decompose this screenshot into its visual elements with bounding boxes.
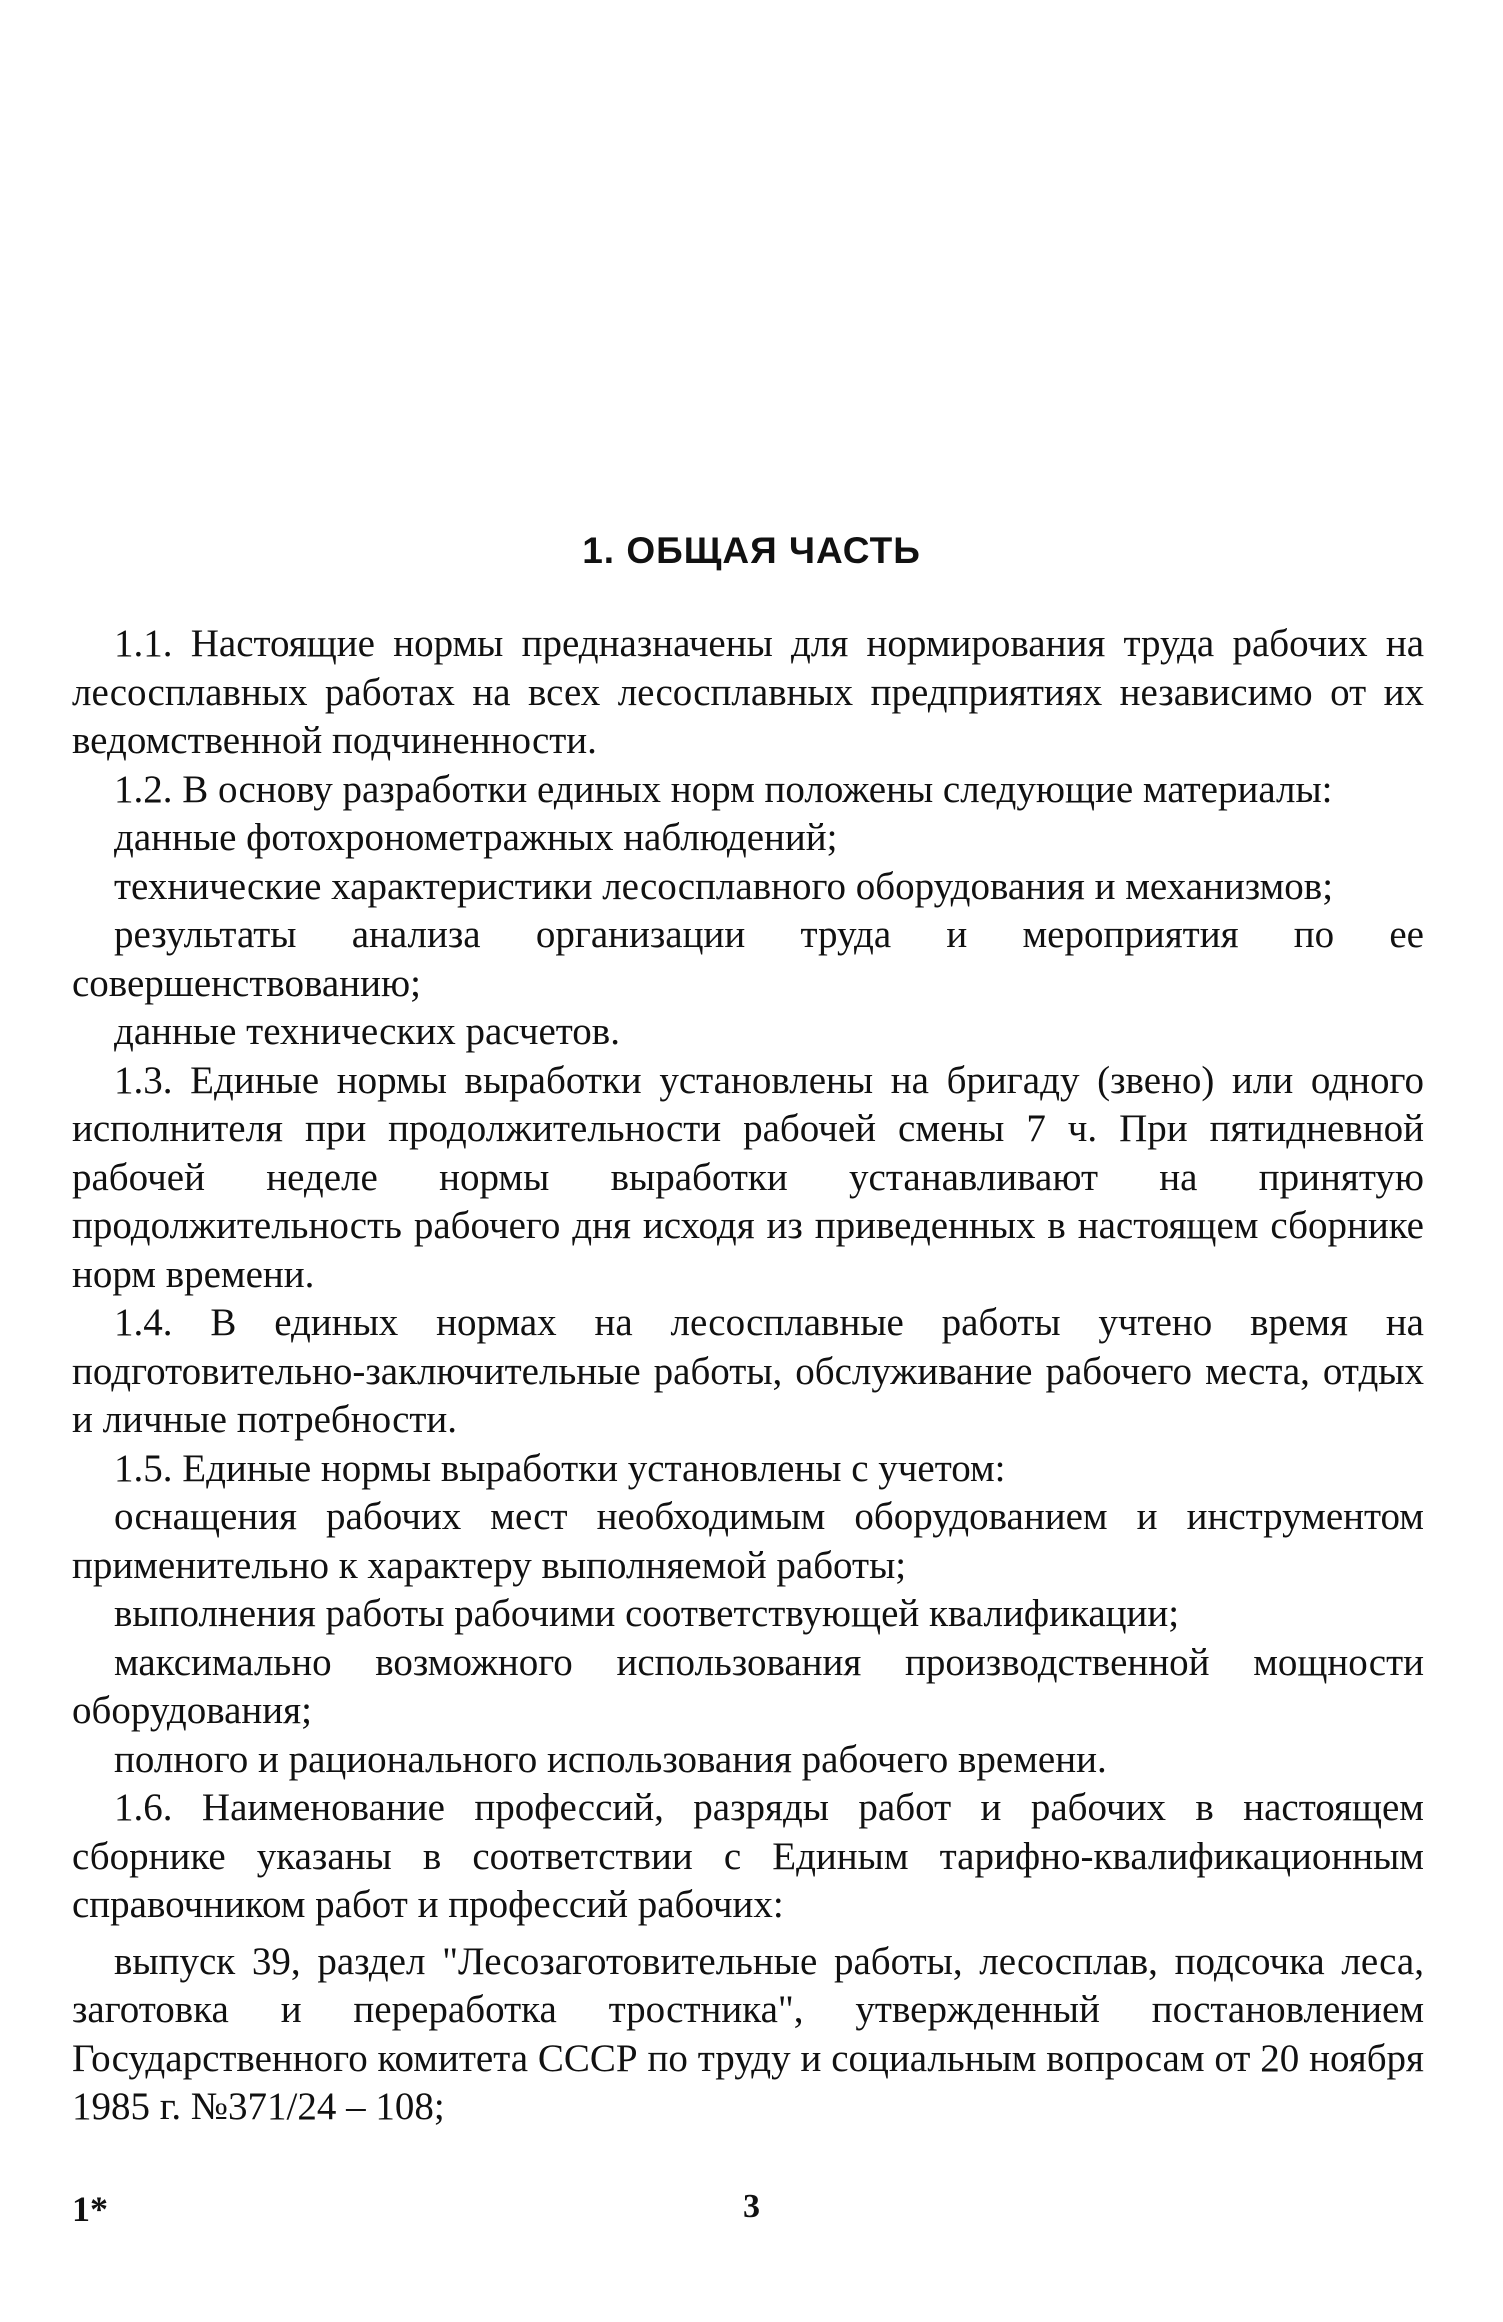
- paragraph-1-2: 1.2. В основу разработки единых норм положены следующие материалы:: [114, 767, 1333, 811]
- list-item: оснащения рабочих мест необходимым оборудованием и инструментом применительно к характеру выполняемой работы;: [72, 1495, 1424, 1587]
- body-text: [72, 620, 1424, 2132]
- paragraph-1-1: 1.1. Настоящие нормы предназначены для нормирования труда рабочих на лесосплавных работах на всех лесосплавных предприятиях независимо от их ведомственной подчиненности.: [72, 622, 1424, 762]
- paragraph-1-6: 1.6. Наименование профессий, разряды работ и рабочих в настоящем сборнике указаны в соответствии с Единым тарифно-квалификационным справочником работ и профессий рабочих:: [72, 1786, 1424, 1926]
- signature-mark: 1*: [72, 2189, 108, 2229]
- page-number: 3: [743, 2188, 760, 2225]
- paragraph-1-3: 1.3. Единые нормы выработки установлены на бригаду (звено) или одного исполнителя при продолжительности рабочей смены 7 ч. При пятидневной рабочей неделе нормы выработки устанавливают на принятую продолжительность рабочего дня исходя из приведенных в настоящем сборнике норм времени.: [72, 1058, 1424, 1296]
- list-item: максимально возможного использования производственной мощности оборудования;: [72, 1640, 1424, 1732]
- list-item: выпуск 39, раздел "Лесозаготовительные работы, лесосплав, подсочка леса, заготовка и переработка тростника", утвержденный постановлением Государственного комитета СССР по труду и социальным вопросам от 20 ноября 1985 г. №371/24 – 108;: [72, 1939, 1424, 2128]
- list-item: результаты анализа организации труда и мероприятия по ее совершенствованию;: [72, 913, 1424, 1005]
- list-item: данные технических расчетов.: [114, 1010, 620, 1053]
- paragraph-1-5: 1.5. Единые нормы выработки установлены с учетом:: [114, 1446, 1006, 1490]
- list-item: выполнения работы рабочими соответствующей квалификации;: [114, 1592, 1180, 1635]
- list-item: данные фотохронометражных наблюдений;: [114, 816, 838, 859]
- list-item: технические характеристики лесосплавного оборудования и механизмов;: [114, 864, 1334, 908]
- section-title: 1. ОБЩАЯ ЧАСТЬ: [582, 530, 921, 571]
- list-item: полного и рационального использования рабочего времени.: [114, 1737, 1107, 1781]
- paragraph-1-4: 1.4. В единых нормах на лесосплавные работы учтено время на подготовительно-заключительные работы, обслуживание рабочего места, отдых и личные потребности.: [72, 1301, 1424, 1441]
